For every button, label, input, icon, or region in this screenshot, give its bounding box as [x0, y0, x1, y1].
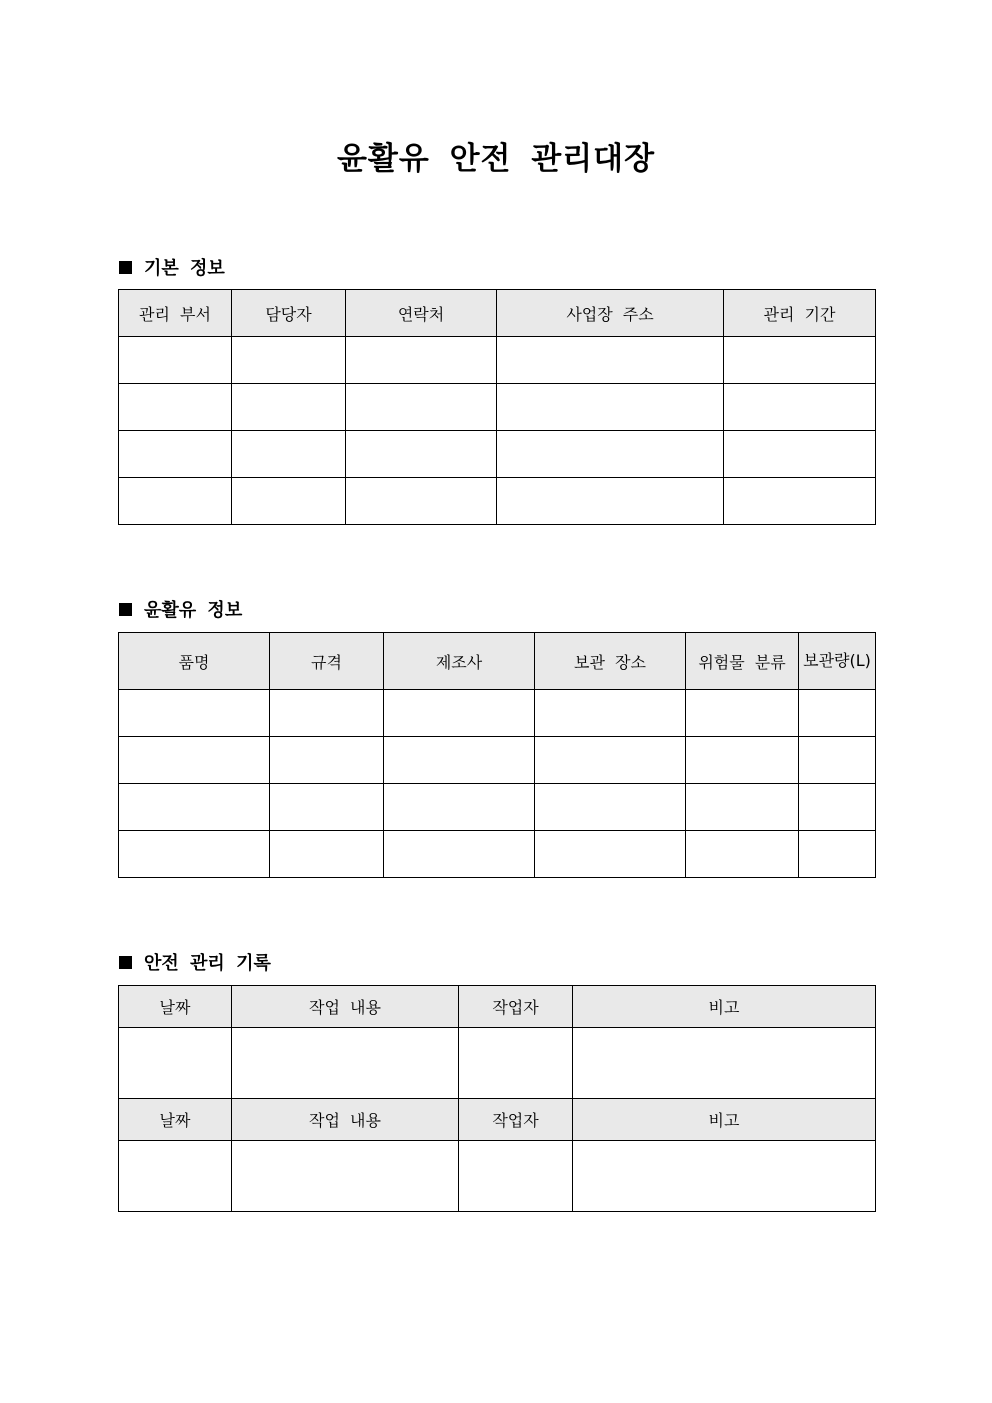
square-bullet-icon — [119, 956, 132, 969]
column-header: 위험물 분류 — [686, 633, 799, 690]
table-cell[interactable] — [384, 831, 535, 878]
table-row — [119, 831, 876, 878]
square-bullet-icon — [119, 603, 132, 616]
table-cell[interactable] — [384, 737, 535, 784]
table-cell[interactable] — [232, 1028, 459, 1099]
section-heading-basic-info — [119, 254, 225, 280]
table-cell[interactable] — [573, 1141, 876, 1212]
table-cell[interactable] — [573, 1028, 876, 1099]
table-row — [119, 1028, 876, 1099]
column-header: 작업자 — [459, 986, 573, 1028]
table-cell[interactable] — [119, 690, 270, 737]
column-header: 사업장 주소 — [497, 290, 724, 337]
table-cell[interactable] — [119, 784, 270, 831]
section-heading-lubricant-info — [119, 596, 242, 622]
page-title: 윤활유 안전 관리대장 — [336, 141, 656, 177]
section-heading-label: 기본 정보 — [144, 258, 225, 279]
section-heading-label: 윤활유 정보 — [144, 600, 243, 621]
column-header: 보관 장소 — [535, 633, 686, 690]
table-cell[interactable] — [799, 690, 876, 737]
table-cell[interactable] — [686, 784, 799, 831]
column-header: 품명 — [119, 633, 270, 690]
table-header-row — [119, 986, 876, 1028]
column-header: 비고 — [573, 1099, 876, 1141]
table-cell[interactable] — [232, 1141, 459, 1212]
table-cell[interactable] — [686, 831, 799, 878]
safety-record-table — [118, 985, 876, 1212]
table-cell[interactable] — [232, 384, 346, 431]
table-row — [119, 478, 876, 525]
table-header-row — [119, 633, 876, 690]
column-header: 작업자 — [459, 1099, 573, 1141]
table-cell[interactable] — [799, 784, 876, 831]
section-heading-label: 안전 관리 기록 — [144, 953, 271, 974]
table-row — [119, 337, 876, 384]
column-header: 제조사 — [384, 633, 535, 690]
table-cell[interactable] — [119, 384, 232, 431]
lubricant-info-table — [118, 632, 876, 878]
table-cell[interactable] — [119, 737, 270, 784]
table-cell[interactable] — [799, 737, 876, 784]
table-cell[interactable] — [232, 337, 346, 384]
column-header: 관리 기간 — [724, 290, 876, 337]
table-cell[interactable] — [270, 784, 384, 831]
table-row — [119, 784, 876, 831]
column-header: 담당자 — [232, 290, 346, 337]
table-cell[interactable] — [232, 478, 346, 525]
table-cell[interactable] — [270, 737, 384, 784]
table-header-row — [119, 1099, 876, 1141]
table-cell[interactable] — [119, 478, 232, 525]
table-cell[interactable] — [724, 478, 876, 525]
table-cell[interactable] — [535, 784, 686, 831]
square-bullet-icon — [119, 261, 132, 274]
table-cell[interactable] — [724, 431, 876, 478]
table-cell[interactable] — [497, 384, 724, 431]
table-cell[interactable] — [384, 784, 535, 831]
table-cell[interactable] — [232, 431, 346, 478]
column-header: 날짜 — [119, 986, 232, 1028]
table-cell[interactable] — [724, 337, 876, 384]
table-cell[interactable] — [270, 831, 384, 878]
table-row — [119, 1141, 876, 1212]
table-cell[interactable] — [119, 431, 232, 478]
table-row — [119, 384, 876, 431]
table-cell[interactable] — [686, 737, 799, 784]
table-cell[interactable] — [459, 1028, 573, 1099]
column-header: 규격 — [270, 633, 384, 690]
table-cell[interactable] — [346, 478, 497, 525]
column-header: 보관량(L) — [799, 633, 876, 690]
column-header: 작업 내용 — [232, 986, 459, 1028]
table-cell[interactable] — [346, 431, 497, 478]
table-cell[interactable] — [346, 337, 497, 384]
table-row — [119, 431, 876, 478]
table-cell[interactable] — [459, 1141, 573, 1212]
section-heading-safety-records — [119, 949, 271, 975]
table-row — [119, 690, 876, 737]
table-cell[interactable] — [119, 1028, 232, 1099]
column-header: 날짜 — [119, 1099, 232, 1141]
table-cell[interactable] — [346, 384, 497, 431]
table-row — [119, 737, 876, 784]
table-cell[interactable] — [724, 384, 876, 431]
column-header: 연락처 — [346, 290, 497, 337]
table-cell[interactable] — [686, 690, 799, 737]
column-header: 작업 내용 — [232, 1099, 459, 1141]
table-cell[interactable] — [497, 431, 724, 478]
table-cell[interactable] — [799, 831, 876, 878]
table-cell[interactable] — [535, 690, 686, 737]
column-header: 비고 — [573, 986, 876, 1028]
table-cell[interactable] — [497, 478, 724, 525]
table-cell[interactable] — [119, 337, 232, 384]
table-header-row — [119, 290, 876, 337]
table-cell[interactable] — [535, 831, 686, 878]
basic-info-table — [118, 289, 876, 525]
table-cell[interactable] — [119, 1141, 232, 1212]
column-header: 관리 부서 — [119, 290, 232, 337]
table-cell[interactable] — [497, 337, 724, 384]
table-cell[interactable] — [384, 690, 535, 737]
table-cell[interactable] — [535, 737, 686, 784]
table-cell[interactable] — [119, 831, 270, 878]
table-cell[interactable] — [270, 690, 384, 737]
